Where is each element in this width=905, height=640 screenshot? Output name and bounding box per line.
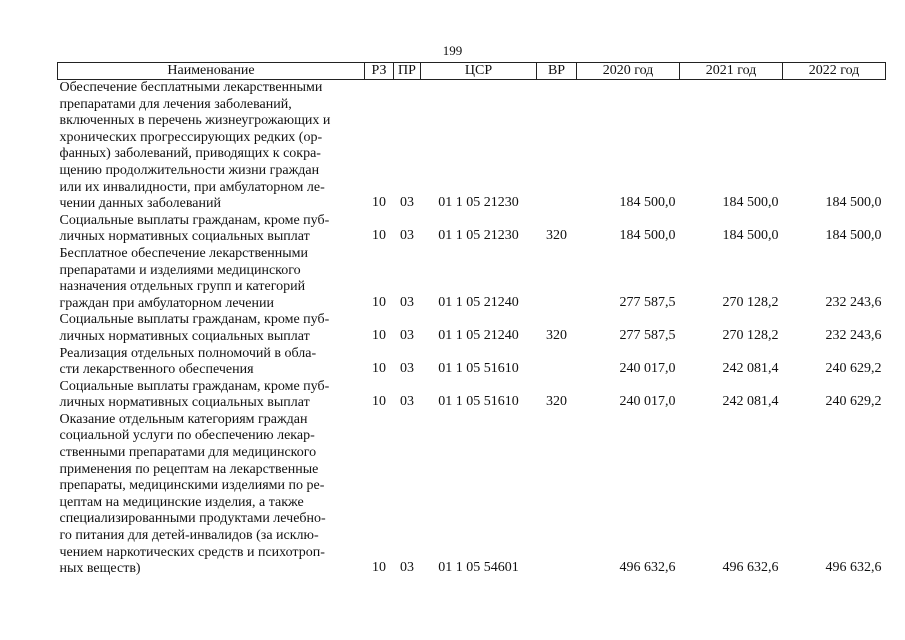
header-2022: 2022 год	[783, 63, 886, 80]
row-amount-2020: 240 017,0	[619, 361, 676, 377]
row-name: Бесплатное обеспечение лекарственными препаратами и изделиями медицинского назначения отдельных групп и категорий граждан при амбулаторном лечении	[59, 245, 308, 311]
header-rz: РЗ	[365, 63, 394, 80]
row-name: Оказание отдельным категориям граждан социальной услуги по обеспечению лекар- ственными препаратами для медицинского применения по рецептам на лекарственные препараты, медицинскими изделиями по ре- цептам на медицинские изделия, а также специализированными продуктами лечебно- го питания для детей-инвалидов (за исклю- чением наркотических средств и психотроп- ных веществ)	[59, 411, 326, 577]
row-rz: 10	[372, 327, 386, 343]
row-amount-2021: 242 081,4	[722, 394, 779, 410]
row-amount-2021: 496 632,6	[722, 560, 779, 576]
row-name: Социальные выплаты гражданам, кроме пуб- личных нормативных социальных выплат	[59, 212, 330, 245]
row-pr: 03	[400, 294, 414, 310]
row-amount-2022: 496 632,6	[825, 560, 882, 576]
row-amount-2020: 184 500,0	[619, 195, 676, 211]
row-name: Обеспечение бесплатными лекарственными препаратами для лечения заболеваний, включенных в перечень жизнеугрожающих и хронических прогрессирующих редких (ор- фанных) заболеваний, приводящих к сокра- щению продолжительности жизни граждан или их инвалидности, при амбулаторном ле- чении данных заболеваний	[59, 80, 331, 212]
header-vr: ВР	[537, 63, 577, 80]
row-amount-2021: 270 128,2	[722, 294, 779, 310]
row-csr: 01 1 05 54601	[438, 560, 519, 576]
row-name: Социальные выплаты гражданам, кроме пуб- личных нормативных социальных выплат	[59, 312, 330, 344]
header-name: Наименование	[58, 63, 365, 80]
table-row	[58, 213, 886, 246]
row-pr: 03	[400, 327, 414, 343]
table-row	[58, 379, 886, 412]
row-amount-2020: 277 587,5	[619, 294, 676, 310]
row-vr	[537, 412, 577, 578]
row-pr: 03	[400, 195, 414, 211]
row-rz: 10	[372, 228, 386, 244]
row-name: Социальные выплаты гражданам, кроме пуб- личных нормативных социальных выплат	[59, 378, 330, 411]
row-amount-2021: 242 081,4	[722, 361, 779, 377]
row-pr: 03	[400, 394, 414, 410]
row-rz: 10	[372, 361, 386, 377]
row-csr: 01 1 05 21240	[438, 327, 519, 343]
row-amount-2022: 240 629,2	[825, 361, 882, 377]
row-rz: 10	[372, 294, 386, 310]
row-amount-2022: 184 500,0	[825, 195, 882, 211]
row-name: Реализация отдельных полномочий в обла- сти лекарственного обеспечения	[59, 345, 317, 378]
table-row	[58, 346, 886, 379]
row-rz: 10	[372, 195, 386, 211]
row-vr: 320	[546, 394, 567, 410]
row-pr: 03	[400, 228, 414, 244]
table-row	[58, 80, 886, 213]
row-amount-2020: 496 632,6	[619, 560, 676, 576]
row-amount-2022: 232 243,6	[825, 294, 882, 310]
row-pr: 03	[400, 560, 414, 576]
row-amount-2022: 184 500,0	[825, 228, 882, 244]
row-csr: 01 1 05 21230	[438, 195, 519, 211]
row-vr: 320	[546, 228, 567, 244]
row-amount-2021: 184 500,0	[722, 228, 779, 244]
table-body	[58, 80, 886, 578]
header-pr: ПР	[394, 63, 421, 80]
table-row	[58, 412, 886, 578]
row-csr: 01 1 05 21240	[438, 294, 519, 310]
row-amount-2021: 184 500,0	[722, 195, 779, 211]
row-amount-2020: 277 587,5	[619, 327, 676, 343]
row-amount-2022: 232 243,6	[825, 327, 882, 343]
header-row	[58, 63, 886, 80]
row-rz: 10	[372, 560, 386, 576]
table-row	[58, 246, 886, 312]
row-vr	[537, 346, 577, 379]
row-vr	[537, 246, 577, 312]
row-amount-2020: 184 500,0	[619, 228, 676, 244]
row-vr	[537, 80, 577, 213]
table-header	[58, 63, 886, 80]
header-csr: ЦСР	[421, 63, 537, 80]
row-amount-2020: 240 017,0	[619, 394, 676, 410]
row-csr: 01 1 05 51610	[438, 394, 519, 410]
header-2021: 2021 год	[680, 63, 783, 80]
row-csr: 01 1 05 51610	[438, 361, 519, 377]
row-rz: 10	[372, 394, 386, 410]
row-pr: 03	[400, 361, 414, 377]
page-number: 199	[442, 43, 463, 58]
row-vr: 320	[546, 327, 567, 343]
budget-table	[57, 62, 886, 578]
table-row	[58, 312, 886, 345]
header-2020: 2020 год	[577, 63, 680, 80]
row-csr: 01 1 05 21230	[438, 228, 519, 244]
row-amount-2021: 270 128,2	[722, 327, 779, 343]
row-amount-2022: 240 629,2	[825, 394, 882, 410]
